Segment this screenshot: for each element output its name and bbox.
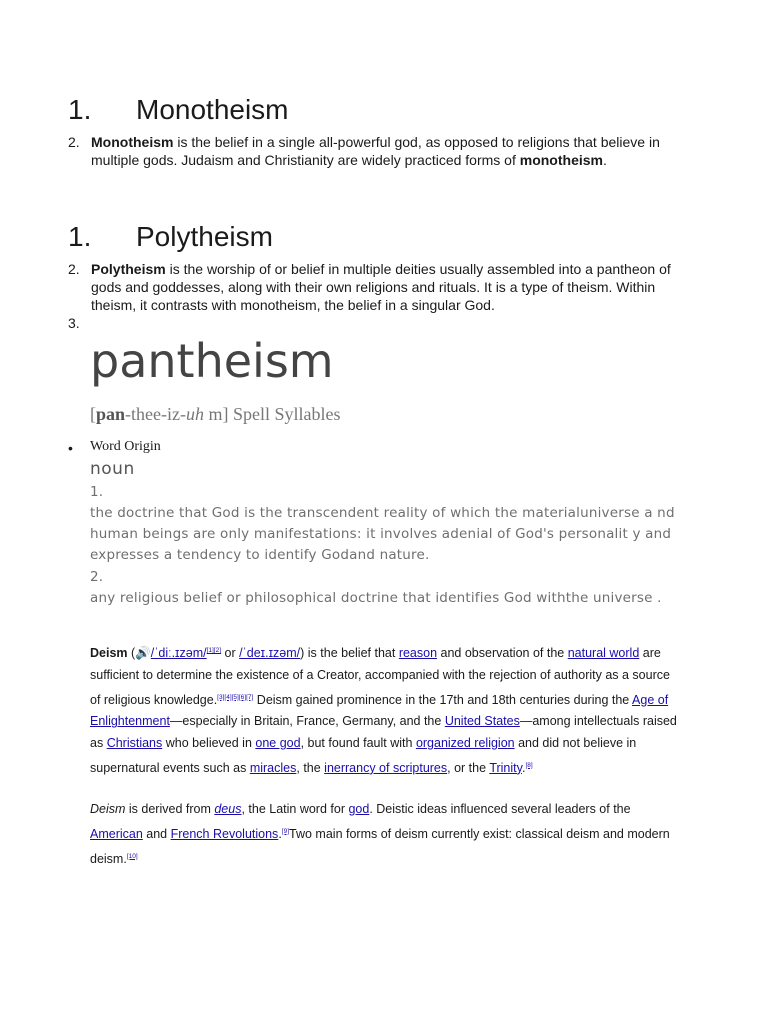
natural-world-link[interactable]: natural world (567, 646, 640, 661)
deism-text: and (142, 826, 171, 841)
reference-link[interactable]: [8] (525, 761, 533, 769)
reference-link[interactable]: [9] (281, 827, 290, 835)
reference-link[interactable]: [10] (126, 852, 138, 860)
inerrancy-link[interactable]: inerrancy of scriptures (324, 760, 448, 775)
deism-text: Two main forms of deism currently exist: classical deism and modern deism. (90, 826, 670, 866)
deism-text: who believed in (162, 736, 256, 751)
ipa-link-1[interactable]: /ˈdiː.ɪzəm/ (150, 646, 207, 661)
deism-text: ) is the belief that (300, 646, 399, 661)
ipa-link-2[interactable]: /ˈdeɪ.ɪzəm/ (239, 646, 301, 661)
pantheism-title: pantheism (90, 334, 334, 388)
american-link[interactable]: American (90, 826, 143, 841)
deism-text: and observation of the (437, 646, 568, 661)
polytheism-text: is the worship of or belief in multiple deities usually assembled into a pantheon of gods and goddesses, along with their own religions and rituals. It is a type of theism. Within theism, it contrasts with monotheism, the belief in a singular God. (91, 261, 671, 313)
polytheism-heading: Polytheism (136, 221, 273, 252)
monotheism-heading-number: 1. (68, 94, 92, 125)
monotheism-term: Monotheism (91, 134, 174, 150)
pron-open: [ (90, 404, 96, 424)
word-origin: Word Origin (90, 439, 161, 454)
deism-text: is derived from (125, 802, 215, 816)
polytheism-heading-number: 1. (68, 221, 92, 252)
pron-italic: uh (185, 404, 204, 424)
organized-religion-link[interactable]: organized religion (415, 736, 515, 751)
deus-link[interactable]: deus (214, 802, 242, 816)
bullet-icon: • (68, 440, 73, 456)
one-god-link[interactable]: one god (255, 736, 301, 751)
speaker-icon[interactable]: 🔊 (135, 646, 151, 661)
deism-text: , or the (447, 760, 490, 775)
monotheism-term-end: monotheism (519, 152, 603, 168)
monotheism-item-number: 2. (68, 134, 80, 150)
part-of-speech: noun (90, 459, 135, 479)
miracles-link[interactable]: miracles (249, 760, 297, 775)
reference-link[interactable]: [3][4][5][6][7] (217, 693, 254, 701)
deism-text: and did not believe in supernatural events such as (90, 736, 637, 775)
deism-text: —especially in Britain, France, Germany, and the (169, 714, 445, 729)
pron-end: m] Spell Syllables (203, 404, 341, 424)
deism-text: , the Latin word for (241, 802, 349, 816)
monotheism-text: is the belief in a single all-powerful god, as opposed to religions that believe in multiple gods. Judaism and Christianity are widely practiced forms of (91, 134, 660, 168)
french-revolutions-link[interactable]: French Revolutions (170, 826, 279, 841)
deism-text: or (221, 646, 240, 661)
definition-1-number: 1. (90, 484, 104, 500)
deism-text: , the (296, 760, 325, 775)
deism-term-italic: Deism (90, 802, 126, 816)
deism-text: —among intellectuals raised as (90, 714, 677, 751)
deism-paragraph-1 (90, 640, 680, 780)
pronunciation (90, 404, 340, 425)
item3-number: 3. (68, 315, 80, 331)
definition-2-number: 2. (90, 569, 104, 585)
deism-text: , but found fault with (300, 736, 416, 751)
polytheism-term: Polytheism (91, 261, 166, 277)
deism-text: Deism gained prominence in the 17th and 18th centuries during the (253, 692, 633, 707)
monotheism-paragraph (91, 133, 671, 169)
reason-link[interactable]: reason (398, 646, 438, 661)
deism-term: Deism (90, 646, 128, 661)
deism-text: ( (127, 646, 136, 661)
united-states-link[interactable]: United States (444, 714, 520, 729)
christians-link[interactable]: Christians (106, 736, 163, 751)
definition-2: any religious belief or philosophical doctrine that identifies God withthe universe . (90, 590, 662, 606)
deism-paragraph-2 (90, 799, 680, 870)
monotheism-end: . (602, 152, 607, 168)
deism-text: . (521, 760, 526, 775)
trinity-link[interactable]: Trinity (489, 760, 522, 775)
reference-link[interactable]: [1][2] (206, 647, 222, 654)
monotheism-heading: Monotheism (136, 94, 289, 125)
god-link[interactable]: god (348, 802, 370, 816)
deism-text: are sufficient to determine the existence of a Creator, accompanied with the rejection of authority as a source of religious knowledge. (90, 646, 670, 707)
pron-stress: pan (96, 404, 126, 424)
deism-text: . (278, 826, 282, 841)
deism-text: . Deistic ideas influenced several leaders of the (369, 802, 631, 816)
polytheism-item-number: 2. (68, 261, 80, 277)
polytheism-paragraph (91, 260, 671, 314)
pron-mid: -thee-iz- (125, 404, 186, 424)
age-of-enlightenment-link[interactable]: Age of Enlightenment (90, 692, 669, 729)
definition-1: the doctrine that God is the transcendent reality of which the materialuniverse a nd human beings are only manifestations: it involves adenial of God's personalit y and expresses a tendency to identify Godand nature. (90, 505, 675, 563)
